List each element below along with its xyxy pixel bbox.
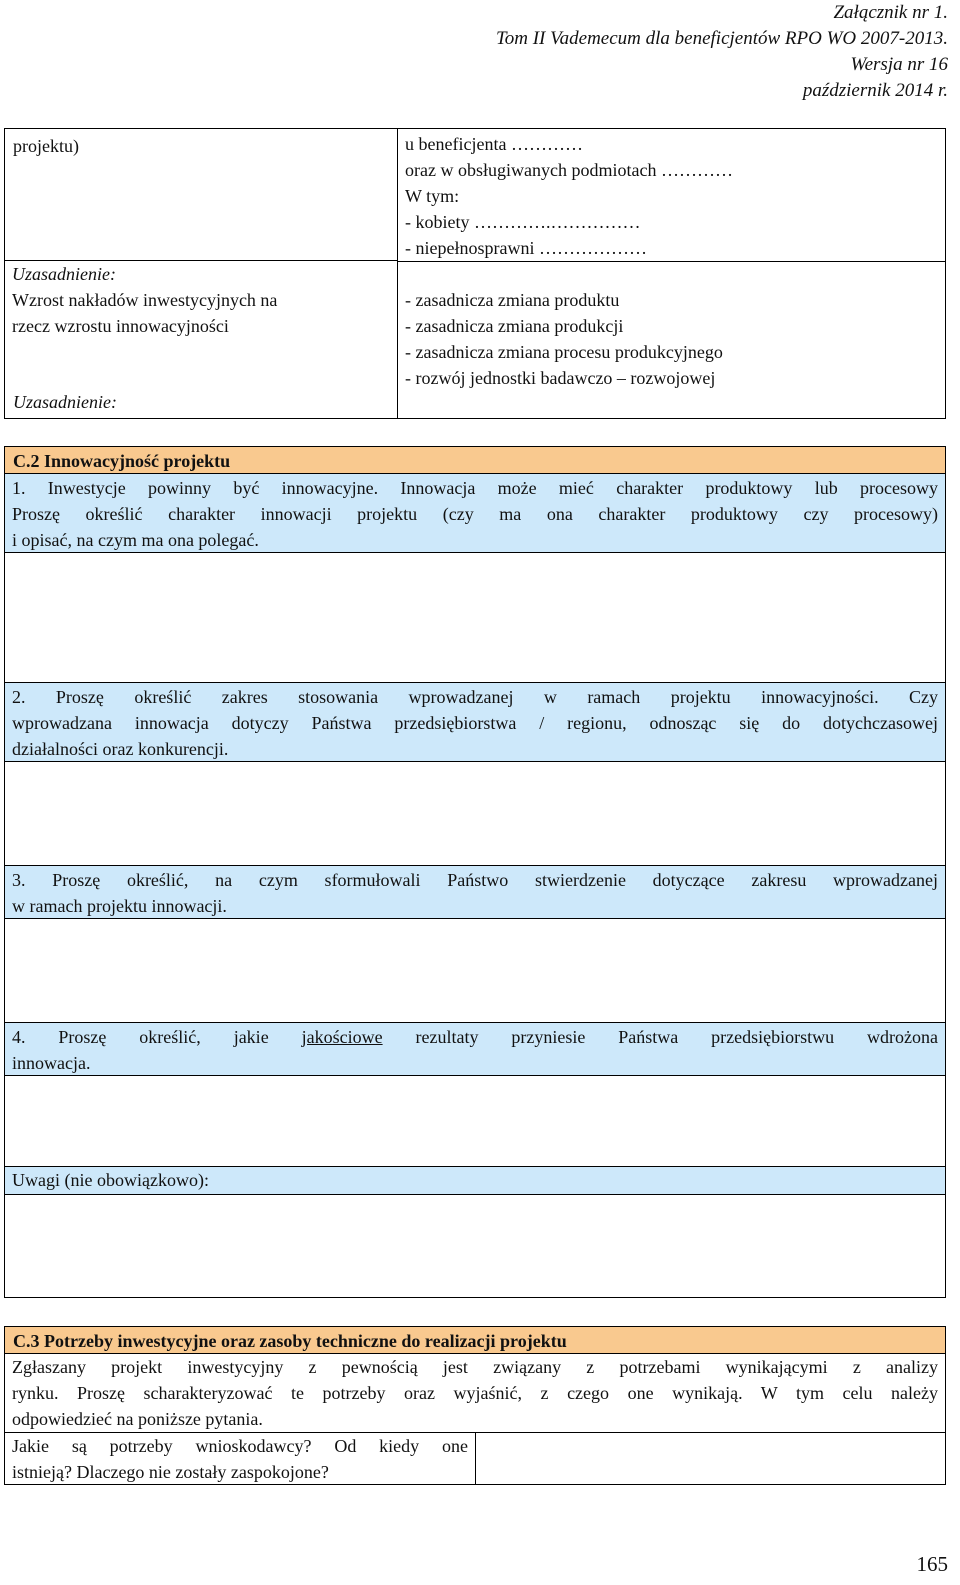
c2-q1-line-1: 1. Inwestycje powinny być innowacyjne. Innowacja może mieć charakter produktowy lub procesowy	[12, 478, 938, 498]
c2-q4-line-2: innowacja.	[12, 1053, 91, 1073]
c2-q2-line-3: działalności oraz konkurencji.	[12, 739, 229, 759]
header-line-2: Tom II Vademecum dla beneficjentów RPO WO 2007-2013.	[495, 28, 948, 49]
table1-right-line-8: - zasadnicza zmiana procesu produkcyjnego	[405, 342, 723, 362]
table1-projektu: projektu)	[13, 136, 79, 156]
c2-title-text: C.2 Innowacyjność projektu	[13, 451, 231, 471]
c3-intro-line-1: Zgłaszany projekt inwestycyjny z pewnością jest związany z potrzebami wynikającymi z analizy	[12, 1357, 938, 1377]
c2-q3-line-2: w ramach projektu innowacji.	[12, 896, 227, 916]
c3-title-text: C.3 Potrzeby inwestycyjne oraz zasoby techniczne do realizacji projektu	[13, 1331, 567, 1351]
header-line-4: październik 2014 r.	[802, 80, 948, 101]
c2-q4-pre: 4. Proszę określić, jakie	[12, 1027, 269, 1047]
c2-q4-line-1	[12, 1024, 938, 1050]
header-line-3: Wersja nr 16	[850, 54, 948, 75]
table1-uzasadnienie-1: Uzasadnienie:	[12, 264, 116, 284]
c3-intro-line-2: rynku. Proszę scharakteryzować te potrzeby oraz wyjaśnić, z czego one wynikają. W tym celu należy	[12, 1383, 938, 1403]
table1-right-line-4: - kobiety ………….……………	[405, 212, 641, 232]
c2-q2-answer-field[interactable]	[4, 761, 946, 866]
table1-right-line-9: - rozwój jednostki badawczo – rozwojowej	[405, 368, 716, 388]
c2-q4-underlined: jakościowe	[301, 1027, 383, 1047]
c2-q4-answer-field[interactable]	[4, 1075, 946, 1167]
c2-title	[4, 446, 946, 474]
table1-left-divider	[4, 128, 398, 261]
c2-q1-line-2: Proszę określić charakter innowacji projektu (czy ma ona charakter produktowy czy procesowy)	[12, 504, 938, 524]
page-number: 165	[916, 1552, 948, 1576]
table1-wzrost-line-2: rzecz wzrostu innowacyjności	[12, 316, 229, 336]
c3-question-line-2: istnieją? Dlaczego nie zostały zaspokojone?	[12, 1462, 329, 1482]
c3-answer-field[interactable]	[475, 1432, 946, 1485]
c2-q1-answer-field[interactable]	[4, 552, 946, 683]
c3-intro-line-3: odpowiedzieć na poniższe pytania.	[12, 1409, 263, 1429]
table1-right-line-6: - zasadnicza zmiana produktu	[405, 290, 620, 310]
table1-right-line-7: - zasadnicza zmiana produkcji	[405, 316, 624, 336]
c2-uwagi-answer-field[interactable]	[4, 1194, 946, 1298]
c2-q2-line-2: wprowadzana innowacja dotyczy Państwa przedsiębiorstwa / regionu, odnosząc się do dotychczasowej	[12, 713, 938, 733]
table1-right-line-1: u beneficjenta …………	[405, 134, 583, 154]
c2-q1-line-3: i opisać, na czym ma ona polegać.	[12, 530, 259, 550]
c2-q3-answer-field[interactable]	[4, 918, 946, 1023]
table1-uzasadnienie-2: Uzasadnienie:	[13, 392, 117, 412]
table1-right-line-2: oraz w obsługiwanych podmiotach …………	[405, 160, 733, 180]
c2-q2-line-1: 2. Proszę określić zakres stosowania wprowadzanej w ramach projektu innowacyjności. Czy	[12, 687, 938, 707]
c2-q3-line-1: 3. Proszę określić, na czym sformułowali Państwo stwierdzenie dotyczące zakresu wprowadzanej	[12, 870, 938, 890]
c2-uwagi-label: Uwagi (nie obowiązkowo):	[12, 1170, 209, 1190]
table1-right-line-5: - niepełnosprawni ………………	[405, 238, 647, 258]
table1-wzrost-line-1: Wzrost nakładów inwestycyjnych na	[12, 290, 278, 310]
table1-right-line-3: W tym:	[405, 186, 460, 206]
header-line-1: Załącznik nr 1.	[833, 2, 948, 23]
c2-q4-post: rezultaty przyniesie Państwa przedsiębiorstwu wdrożona	[415, 1027, 939, 1047]
document-header	[496, 0, 948, 104]
c3-question-line-1: Jakie są potrzeby wnioskodawcy? Od kiedy one	[12, 1436, 468, 1456]
c3-title	[4, 1326, 946, 1354]
